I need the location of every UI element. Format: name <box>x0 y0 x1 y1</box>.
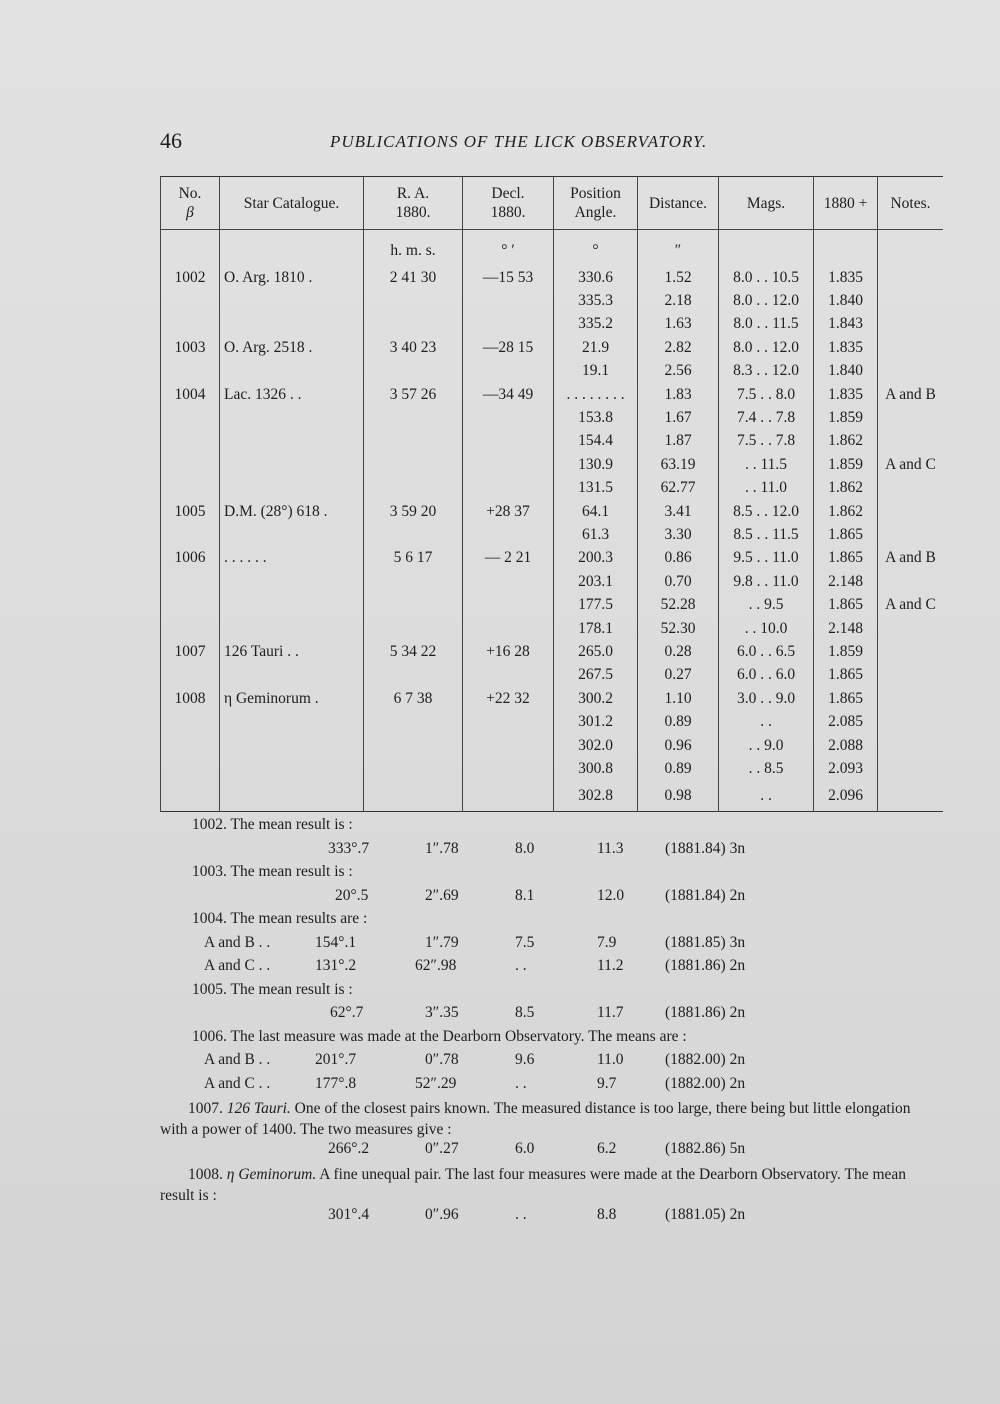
cell-ra <box>364 523 463 546</box>
cell-no: 1006 <box>161 547 220 570</box>
cell-decl <box>463 406 554 429</box>
cell-decl <box>463 734 554 757</box>
cell-decl <box>463 430 554 453</box>
result-1006-ab: A and B . . 201°.7 0″.78 9.6 11.0 (1882.00) 2n <box>204 1051 746 1068</box>
cell-mags: 3.0 . . 9.0 <box>719 687 814 710</box>
table-row <box>161 383 944 406</box>
table-row <box>161 781 944 812</box>
cell-cat <box>220 453 364 476</box>
cell-dist: 0.28 <box>638 640 719 663</box>
table-row <box>161 687 944 710</box>
cell-notes <box>878 664 944 687</box>
cell-dist: 1.10 <box>638 687 719 710</box>
cell-no <box>161 523 220 546</box>
cell-ep: 1.862 <box>814 477 878 500</box>
cell-dist: 3.30 <box>638 523 719 546</box>
cell-ep: 1.835 <box>814 266 878 289</box>
cell-dist: 0.70 <box>638 570 719 593</box>
cell-mags: 6.0 . . 6.0 <box>719 664 814 687</box>
col-header-distance: Distance. <box>638 177 719 230</box>
col-header-no: No. β <box>161 177 220 230</box>
cell-pa: 203.1 <box>554 570 638 593</box>
cell-cat <box>220 289 364 312</box>
cell-dist: 0.96 <box>638 734 719 757</box>
cell-no: 1005 <box>161 500 220 523</box>
cell-pa: 330.6 <box>554 266 638 289</box>
cell-ep: 1.865 <box>814 523 878 546</box>
cell-cat <box>220 477 364 500</box>
cell-pa: 21.9 <box>554 336 638 359</box>
cell-notes <box>878 406 944 429</box>
cell-ep: 1.865 <box>814 547 878 570</box>
cell-mags: . . 10.0 <box>719 617 814 640</box>
cell-decl: +28 37 <box>463 500 554 523</box>
cell-no <box>161 477 220 500</box>
cell-ra: 3 40 23 <box>364 336 463 359</box>
cell-cat: D.M. (28°) 618 . <box>220 500 364 523</box>
cell-notes <box>878 523 944 546</box>
cell-decl <box>463 757 554 780</box>
cell-ra <box>364 360 463 383</box>
table-row <box>161 593 944 616</box>
cell-pa: 131.5 <box>554 477 638 500</box>
cell-mags: 9.8 . . 11.0 <box>719 570 814 593</box>
cell-no: 1003 <box>161 336 220 359</box>
cell-dist: 62.77 <box>638 477 719 500</box>
table-row <box>161 336 944 359</box>
cell-ra <box>364 710 463 733</box>
cell-ep: 1.865 <box>814 664 878 687</box>
cell-ep: 1.840 <box>814 360 878 383</box>
cell-decl <box>463 360 554 383</box>
table-row <box>161 710 944 733</box>
units-row <box>161 230 944 267</box>
cell-ep: 2.088 <box>814 734 878 757</box>
result-1004-ab: A and B . . 154°.1 1″.79 7.5 7.9 (1881.85) 3n <box>204 933 746 951</box>
cell-ep: 2.096 <box>814 781 878 812</box>
cell-cat: . . . . . . <box>220 547 364 570</box>
cell-decl <box>463 781 554 812</box>
cell-decl <box>463 313 554 336</box>
cell-notes <box>878 360 944 383</box>
cell-dist: 63.19 <box>638 453 719 476</box>
result-1007-paragraph: 1007. 126 Tauri. One of the closest pairs known. The measured distance is too large, there being but little elongation with a power of 1400. The two measures give : <box>160 1100 911 1138</box>
cell-cat <box>220 617 364 640</box>
cell-ra <box>364 477 463 500</box>
cell-decl: —34 49 <box>463 383 554 406</box>
cell-pa: 300.2 <box>554 687 638 710</box>
cell-ra: 6 7 38 <box>364 687 463 710</box>
cell-pa: 300.8 <box>554 757 638 780</box>
cell-ra: 3 57 26 <box>364 383 463 406</box>
cell-dist: 1.87 <box>638 430 719 453</box>
cell-ep: 1.840 <box>814 289 878 312</box>
cell-no <box>161 313 220 336</box>
star-name-126-tauri: 126 Tauri. <box>226 1100 291 1117</box>
cell-ra: 5 34 22 <box>364 640 463 663</box>
cell-ra: 2 41 30 <box>364 266 463 289</box>
cell-dist: 1.83 <box>638 383 719 406</box>
cell-cat <box>220 757 364 780</box>
result-1003-values: 20°.5 2″.69 8.1 12.0 (1881.84) 2n <box>335 886 746 904</box>
cell-no <box>161 406 220 429</box>
cell-ra: 3 59 20 <box>364 500 463 523</box>
result-1006-heading: 1006. The last measure was made at the Dearborn Observatory. The means are : <box>192 1027 687 1045</box>
cell-mags: . . 11.5 <box>719 453 814 476</box>
cell-notes <box>878 734 944 757</box>
cell-notes <box>878 289 944 312</box>
cell-notes <box>878 336 944 359</box>
cell-ep: 1.862 <box>814 500 878 523</box>
cell-ra <box>364 617 463 640</box>
table-row <box>161 500 944 523</box>
cell-pa: 178.1 <box>554 617 638 640</box>
cell-dist: 2.82 <box>638 336 719 359</box>
table-row <box>161 523 944 546</box>
cell-decl <box>463 710 554 733</box>
table-row <box>161 547 944 570</box>
cell-pa: 267.5 <box>554 664 638 687</box>
cell-no: 1004 <box>161 383 220 406</box>
cell-dist: 1.63 <box>638 313 719 336</box>
cell-mags: 6.0 . . 6.5 <box>719 640 814 663</box>
cell-cat: Lac. 1326 . . <box>220 383 364 406</box>
cell-cat <box>220 734 364 757</box>
result-1004-ac: A and C . . 131°.2 62″.98 . . 11.2 (1881.86) 2n <box>204 957 746 974</box>
cell-mags: 8.0 . . 12.0 <box>719 289 814 312</box>
table-row <box>161 453 944 476</box>
cell-cat <box>220 406 364 429</box>
unit-ra: h. m. s. <box>364 230 463 267</box>
star-name-eta-geminorum: η Geminorum. <box>226 1165 317 1183</box>
cell-cat <box>220 570 364 593</box>
cell-mags: . . 8.5 <box>719 757 814 780</box>
cell-dist: 2.18 <box>638 289 719 312</box>
cell-ra <box>364 570 463 593</box>
cell-notes <box>878 710 944 733</box>
cell-dist: 0.89 <box>638 757 719 780</box>
cell-pa: 64.1 <box>554 500 638 523</box>
cell-dist: 1.67 <box>638 406 719 429</box>
cell-ra <box>364 313 463 336</box>
cell-no: 1007 <box>161 640 220 663</box>
table-body <box>161 230 944 812</box>
cell-pa: 302.0 <box>554 734 638 757</box>
col-header-mags: Mags. <box>719 177 814 230</box>
result-1006-ac: A and C . . 177°.8 52″.29 . . 9.7 (1882.00) 2n <box>204 1074 746 1092</box>
cell-notes: A and C <box>878 593 944 616</box>
cell-mags: . . <box>719 710 814 733</box>
cell-decl: +22 32 <box>463 687 554 710</box>
cell-pa: . . . . . . . . <box>554 383 638 406</box>
cell-no <box>161 617 220 640</box>
cell-ep: 2.148 <box>814 617 878 640</box>
cell-cat: η Geminorum . <box>220 687 364 710</box>
table-row <box>161 289 944 312</box>
table-row <box>161 664 944 687</box>
cell-mags: 7.5 . . 7.8 <box>719 430 814 453</box>
cell-no <box>161 781 220 812</box>
cell-ra <box>364 406 463 429</box>
cell-notes <box>878 500 944 523</box>
cell-mags: 8.0 . . 10.5 <box>719 266 814 289</box>
cell-cat <box>220 360 364 383</box>
cell-cat: 126 Tauri . . <box>220 640 364 663</box>
cell-mags: . . 9.0 <box>719 734 814 757</box>
cell-pa: 61.3 <box>554 523 638 546</box>
table-row <box>161 757 944 780</box>
cell-no <box>161 360 220 383</box>
cell-notes <box>878 687 944 710</box>
cell-pa: 335.2 <box>554 313 638 336</box>
result-1005-values: 62°.7 3″.35 8.5 11.7 (1881.86) 2n <box>330 1004 746 1021</box>
cell-decl <box>463 289 554 312</box>
cell-no: 1002 <box>161 266 220 289</box>
cell-mags: 7.5 . . 8.0 <box>719 383 814 406</box>
cell-dist: 0.27 <box>638 664 719 687</box>
cell-dist: 3.41 <box>638 500 719 523</box>
cell-decl <box>463 664 554 687</box>
result-1004-heading: 1004. The mean results are : <box>192 910 368 927</box>
cell-ep: 2.085 <box>814 710 878 733</box>
cell-pa: 265.0 <box>554 640 638 663</box>
cell-pa: 177.5 <box>554 593 638 616</box>
cell-ra <box>364 664 463 687</box>
cell-dist: 1.52 <box>638 266 719 289</box>
cell-ep: 1.865 <box>814 687 878 710</box>
page-number: 46 <box>160 128 182 153</box>
cell-cat: O. Arg. 2518 . <box>220 336 364 359</box>
cell-pa: 153.8 <box>554 406 638 429</box>
cell-notes: A and B <box>878 383 944 406</box>
cell-notes <box>878 477 944 500</box>
cell-ra <box>364 593 463 616</box>
cell-ep: 2.148 <box>814 570 878 593</box>
cell-cat <box>220 593 364 616</box>
cell-decl: +16 28 <box>463 640 554 663</box>
cell-mags: 7.4 . . 7.8 <box>719 406 814 429</box>
cell-decl: — 2 21 <box>463 547 554 570</box>
cell-ra <box>364 289 463 312</box>
cell-no <box>161 664 220 687</box>
cell-decl: —15 53 <box>463 266 554 289</box>
cell-notes: A and B <box>878 547 944 570</box>
table-row <box>161 360 944 383</box>
cell-dist: 0.89 <box>638 710 719 733</box>
cell-no <box>161 453 220 476</box>
cell-ep: 1.859 <box>814 640 878 663</box>
cell-no <box>161 757 220 780</box>
cell-decl <box>463 523 554 546</box>
table-row <box>161 617 944 640</box>
cell-pa: 200.3 <box>554 547 638 570</box>
result-1002-heading: 1002. The mean result is : <box>192 816 353 833</box>
result-1008-values: 301°.4 0″.96 . . 8.8 (1881.05) 2n <box>328 1205 746 1223</box>
cell-ep: 1.859 <box>814 406 878 429</box>
cell-ra <box>364 781 463 812</box>
cell-notes <box>878 617 944 640</box>
cell-ra <box>364 430 463 453</box>
cell-ep: 1.865 <box>814 593 878 616</box>
cell-cat <box>220 313 364 336</box>
result-1005-heading: 1005. The mean result is : <box>192 980 353 998</box>
cell-cat <box>220 710 364 733</box>
cell-mags: 8.0 . . 12.0 <box>719 336 814 359</box>
running-title: PUBLICATIONS OF THE LICK OBSERVATORY. <box>330 132 708 151</box>
cell-ep: 2.093 <box>814 757 878 780</box>
cell-ra <box>364 734 463 757</box>
unit-decl: ° ′ <box>463 230 554 267</box>
cell-dist: 2.56 <box>638 360 719 383</box>
unit-distance: ″ <box>638 230 719 267</box>
cell-no <box>161 430 220 453</box>
cell-dist: 0.98 <box>638 781 719 812</box>
col-header-catalogue: Star Catalogue. <box>220 177 364 230</box>
col-header-position-angle: Position Angle. <box>554 177 638 230</box>
cell-decl <box>463 477 554 500</box>
table-row <box>161 570 944 593</box>
cell-notes <box>878 313 944 336</box>
cell-cat <box>220 523 364 546</box>
result-1003-heading: 1003. The mean result is : <box>192 863 353 880</box>
cell-ep: 1.835 <box>814 383 878 406</box>
cell-mags: . . 9.5 <box>719 593 814 616</box>
table-row <box>161 406 944 429</box>
cell-ep: 1.862 <box>814 430 878 453</box>
cell-decl <box>463 453 554 476</box>
cell-pa: 130.9 <box>554 453 638 476</box>
cell-mags: . . 11.0 <box>719 477 814 500</box>
cell-pa: 302.8 <box>554 781 638 812</box>
cell-decl <box>463 570 554 593</box>
table-row <box>161 640 944 663</box>
cell-no <box>161 289 220 312</box>
page-header <box>160 128 940 158</box>
cell-dist: 52.30 <box>638 617 719 640</box>
cell-cat <box>220 430 364 453</box>
table-header-row <box>161 177 944 230</box>
cell-mags: . . <box>719 781 814 812</box>
cell-cat: O. Arg. 1810 . <box>220 266 364 289</box>
cell-decl <box>463 617 554 640</box>
result-1008-paragraph: 1008. η Geminorum. A fine unequal pair. The last four measures were made at the Dearborn Observatory. The mean result is : <box>160 1165 907 1204</box>
cell-no <box>161 734 220 757</box>
cell-notes <box>878 781 944 812</box>
cell-notes: A and C <box>878 453 944 476</box>
cell-notes <box>878 757 944 780</box>
cell-notes <box>878 430 944 453</box>
cell-notes <box>878 570 944 593</box>
table-row <box>161 734 944 757</box>
cell-no <box>161 570 220 593</box>
cell-mags: 9.5 . . 11.0 <box>719 547 814 570</box>
col-header-notes: Notes. <box>878 177 944 230</box>
table-row <box>161 266 944 289</box>
cell-no: 1008 <box>161 687 220 710</box>
cell-ep: 1.859 <box>814 453 878 476</box>
cell-pa: 335.3 <box>554 289 638 312</box>
cell-dist: 0.86 <box>638 547 719 570</box>
cell-notes <box>878 266 944 289</box>
cell-pa: 154.4 <box>554 430 638 453</box>
cell-cat <box>220 664 364 687</box>
unit-pa: ° <box>554 230 638 267</box>
cell-decl <box>463 593 554 616</box>
cell-ra <box>364 757 463 780</box>
col-header-decl: Decl. 1880. <box>463 177 554 230</box>
mean-results <box>160 816 940 1229</box>
cell-mags: 8.3 . . 12.0 <box>719 360 814 383</box>
cell-decl: —28 15 <box>463 336 554 359</box>
cell-mags: 8.5 . . 12.0 <box>719 500 814 523</box>
col-header-epoch: 1880 + <box>814 177 878 230</box>
result-1002-values: 333°.7 1″.78 8.0 11.3 (1881.84) 3n <box>328 839 746 857</box>
col-header-ra: R. A. 1880. <box>364 177 463 230</box>
result-1007-values: 266°.2 0″.27 6.0 6.2 (1882.86) 5n <box>328 1140 746 1157</box>
table-row <box>161 477 944 500</box>
cell-no <box>161 593 220 616</box>
cell-ra: 5 6 17 <box>364 547 463 570</box>
cell-ep: 1.843 <box>814 313 878 336</box>
cell-notes <box>878 640 944 663</box>
cell-ra <box>364 453 463 476</box>
cell-dist: 52.28 <box>638 593 719 616</box>
cell-pa: 301.2 <box>554 710 638 733</box>
cell-ep: 1.835 <box>814 336 878 359</box>
cell-cat <box>220 781 364 812</box>
cell-mags: 8.5 . . 11.5 <box>719 523 814 546</box>
observations-table <box>160 176 943 812</box>
table-row <box>161 430 944 453</box>
cell-no <box>161 710 220 733</box>
cell-pa: 19.1 <box>554 360 638 383</box>
cell-mags: 8.0 . . 11.5 <box>719 313 814 336</box>
table-row <box>161 313 944 336</box>
